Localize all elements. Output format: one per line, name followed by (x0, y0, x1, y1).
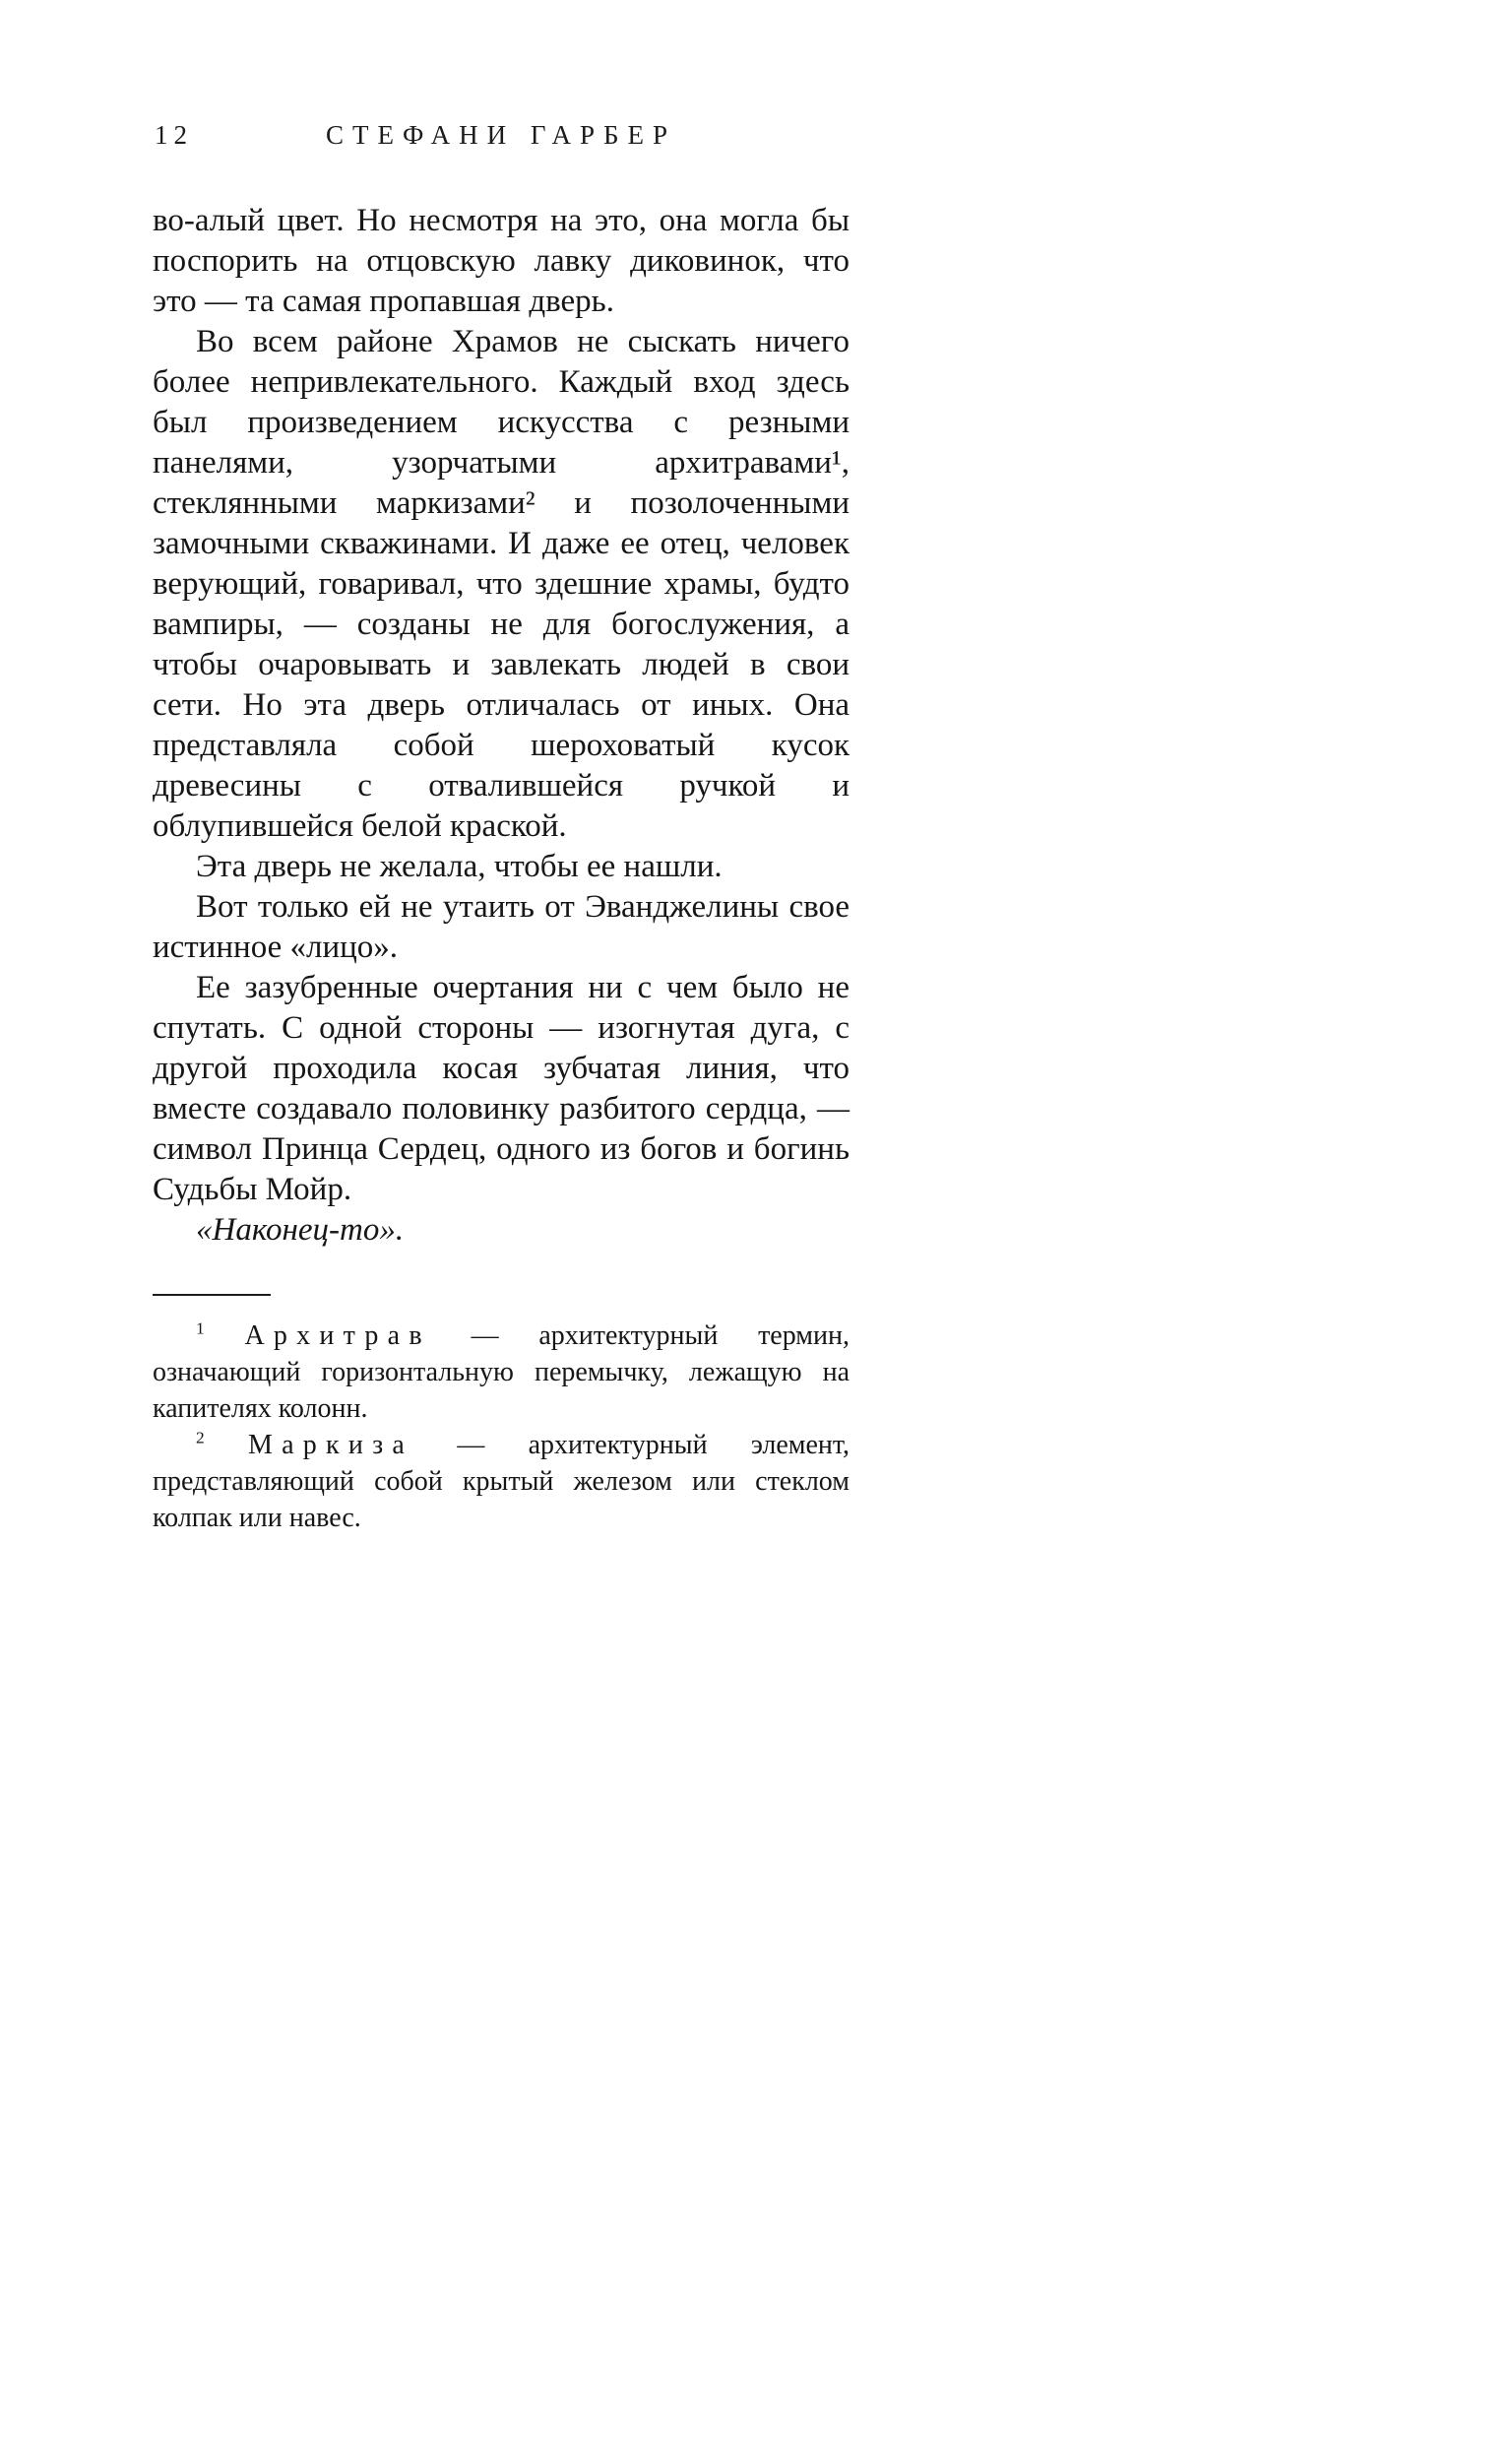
running-head-title: СТЕФАНИ ГАРБЕР (325, 120, 677, 150)
page-number: 12 (155, 120, 193, 150)
footnote-1 (153, 1318, 850, 1427)
footnote-2-text: — архитектурный элемент, представляющий собой крытый железом или стеклом колпак или навес. (153, 1430, 850, 1533)
footnotes (153, 1318, 850, 1536)
footnote-1-text: — архитектурный термин, означающий горизонтальную перемычку, лежащую на капителях колонн. (153, 1320, 850, 1424)
type-area (153, 120, 850, 1536)
footnote-2 (153, 1427, 850, 1536)
paragraph-5: Ее зазубренные очертания ни с чем было не спутать. С одной стороны — изогнутая дуга, с другой проходила косая зубчатая линия, что вместе создавало половинку разбитого сердца, — символ Принца Сердец, одного из богов и богинь Судьбы Мойр. (153, 970, 850, 1207)
footnote-2-term: Маркиза (247, 1430, 414, 1460)
page-header (153, 120, 850, 156)
footnote-separator (153, 1294, 271, 1296)
paragraph-2: Во всем районе Храмов не сыскать ничего более непривлекательного. Каждый вход здесь был произведением искусства с резными панелями, узорчатыми архитравами¹, стеклянными маркизами² и позолоченными замочными скважинами. И даже ее отец, человек верующий, говаривал, что здешние храмы, будто вампиры, — созданы не для богослужения, а чтобы очаровывать и завлекать людей в свои сети. Но эта дверь отличалась от иных. Она представляла собой шероховатый кусок древесины с отвалившейся ручкой и облупившейся белой краской. (153, 324, 850, 844)
body-text (153, 201, 850, 1251)
footnote-1-marker: 1 (196, 1318, 205, 1338)
paragraph-3: Эта дверь не желала, чтобы ее нашли. (196, 849, 723, 884)
paragraph-4: Вот только ей не утаить от Эванджелины свое истинное «лицо». (153, 889, 850, 965)
paragraph-6: «Наконец-то». (196, 1212, 405, 1248)
footnote-2-marker: 2 (196, 1428, 205, 1447)
paragraph-1: во-алый цвет. Но несмотря на это, она могла бы поспорить на отцовскую лавку диковинок, что это — та самая пропавшая дверь. (153, 203, 850, 319)
footnote-1-term: Архитрав (244, 1320, 431, 1351)
